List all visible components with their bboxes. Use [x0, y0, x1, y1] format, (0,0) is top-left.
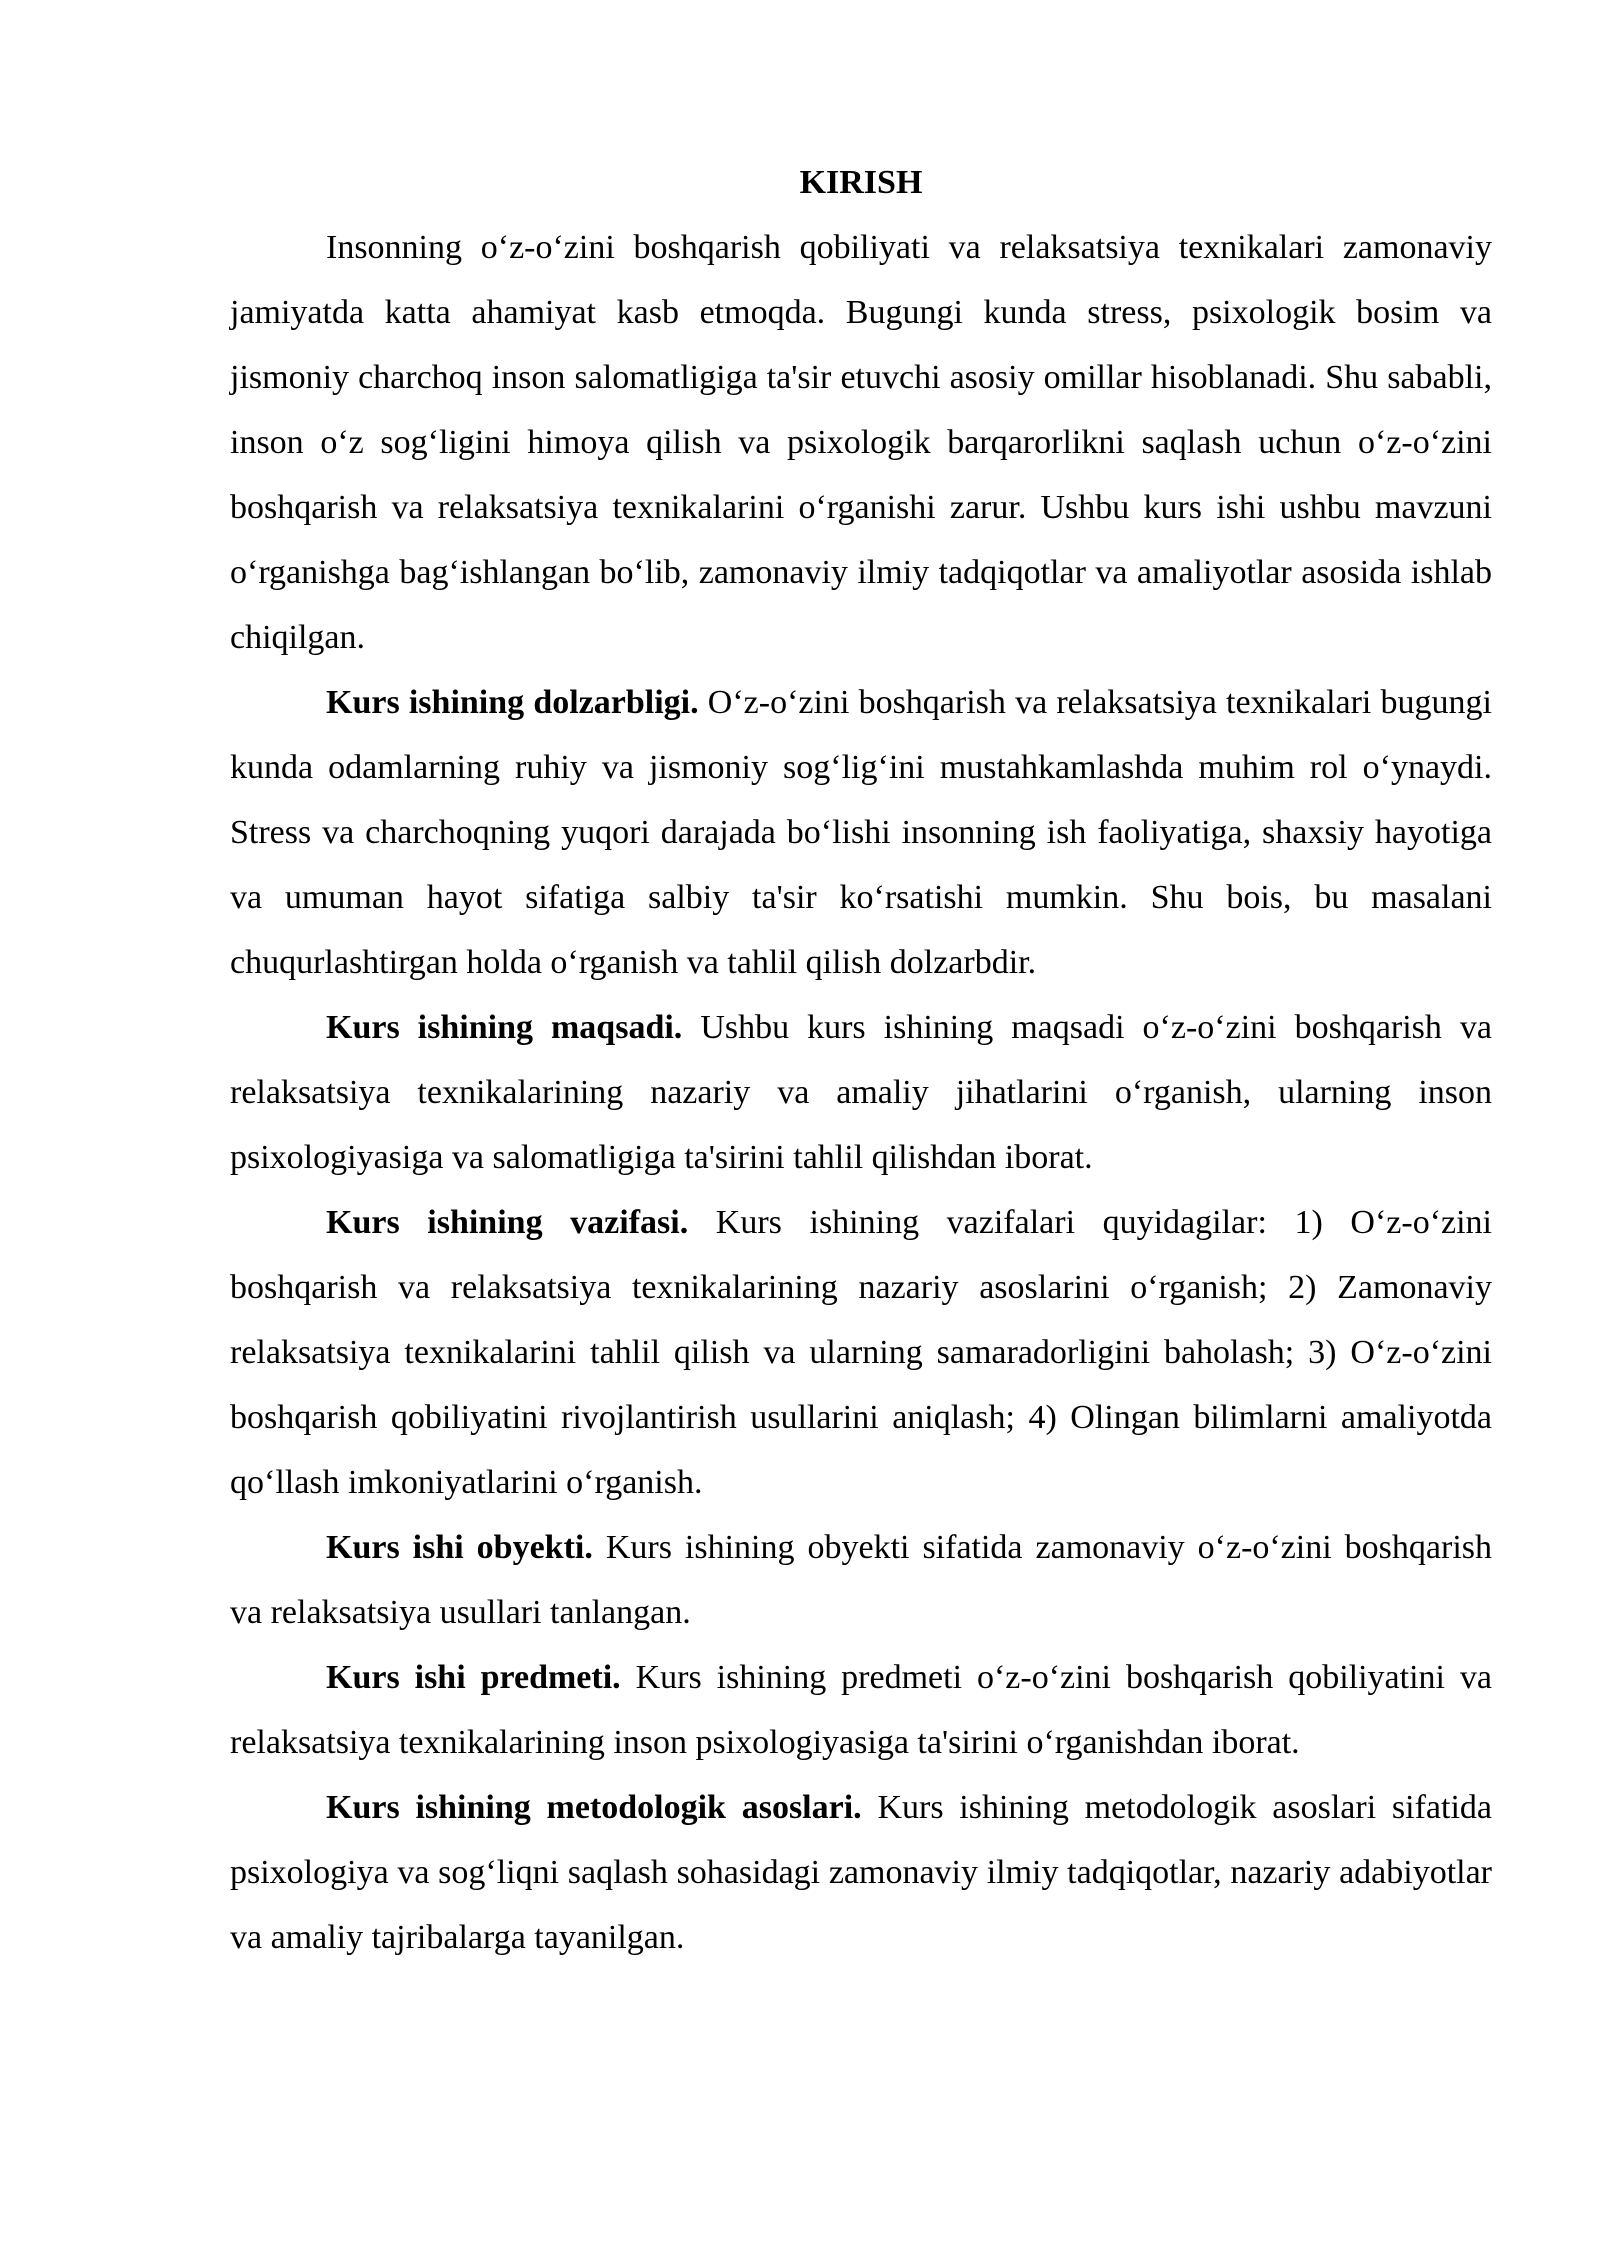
- paragraph-text: Kurs ishining vazifalari quyidagilar: 1) O‘z-o‘zini boshqarish va relaksatsiya texnikalarining nazariy asoslarini o‘rganish; 2) Zamonaviy relaksatsiya texnikalarini tahlil qilish va ularning samaradorligini baholash; 3) O‘z-o‘zini boshqarish qobiliyatini rivojlantirish usullarini aniqlash; 4) Olingan bilimlarni amaliyotda qo‘llash imkoniyatlarini o‘rganish.: [230, 1204, 1492, 1501]
- paragraph-goal: [230, 995, 1492, 1190]
- paragraph-methodology: [230, 1775, 1492, 1970]
- paragraph-text: Kurs ishining predmeti o‘z-o‘zini boshqarish qobiliyatini va relaksatsiya texnikalarining inson psixologiyasiga ta'sirini o‘rganishdan iborat.: [230, 1659, 1493, 1761]
- paragraph-subject: [230, 1645, 1492, 1775]
- paragraph-heading: Kurs ishi predmeti.: [326, 1659, 621, 1696]
- paragraph-text: O‘z-o‘zini boshqarish va relaksatsiya texnikalari bugungi kunda odamlarning ruhiy va jismoniy sog‘lig‘ini mustahkamlashda muhim rol o‘ynaydi. Stress va charchoqning yuqori darajada bo‘lishi insonning ish faoliyatiga, shaxsiy hayotiga va umuman hayot sifatiga salbiy ta'sir ko‘rsatishi mumkin. Shu bois, bu masalani chuqurlashtirgan holda o‘rganish va tahlil qilish dolzarbdir.: [230, 684, 1493, 981]
- paragraph-object: [230, 1515, 1492, 1645]
- paragraph-heading: Kurs ishining maqsadi.: [326, 1009, 683, 1046]
- page-title: KIRISH: [799, 164, 923, 201]
- paragraph-heading: Kurs ishining metodologik asoslari.: [326, 1789, 862, 1826]
- paragraph-relevance: [230, 670, 1492, 995]
- paragraph-text: Insonning o‘z-o‘zini boshqarish qobiliyati va relaksatsiya texnikalari zamonaviy jamiyatda katta ahamiyat kasb etmoqda. Bugungi kunda stress, psixologik bosim va jismoniy charchoq inson salomatligiga ta'sir etuvchi asosiy omillar hisoblanadi. Shu sababli, inson o‘z sog‘ligini himoya qilish va psixologik barqarorlikni saqlash uchun o‘z-o‘zini boshqarish va relaksatsiya texnikalarini o‘rganishi zarur. Ushbu kurs ishi ushbu mavzuni o‘rganishga bag‘ishlangan bo‘lib, zamonaviy ilmiy tadqiqotlar va amaliyotlar asosida ishlab chiqilgan.: [230, 229, 1492, 656]
- paragraph-text: Kurs ishining metodologik asoslari sifatida psixologiya va sog‘liqni saqlash sohasidagi zamonaviy ilmiy tadqiqotlar, nazariy adabiyotlar va amaliy tajribalarga tayanilgan.: [230, 1789, 1492, 1956]
- paragraph-heading: Kurs ishi obyekti.: [326, 1529, 593, 1566]
- document-body: [230, 150, 1492, 1970]
- paragraph-tasks: [230, 1190, 1492, 1515]
- paragraph-heading: Kurs ishining dolzarbligi.: [326, 684, 699, 721]
- paragraph-text: Ushbu kurs ishining maqsadi o‘z-o‘zini boshqarish va relaksatsiya texnikalarining nazariy va amaliy jihatlarini o‘rganish, ularning inson psixologiyasiga va salomatligiga ta'sirini tahlil qilishdan iborat.: [230, 1009, 1493, 1176]
- paragraph-heading: Kurs ishining vazifasi.: [326, 1204, 689, 1241]
- paragraph-text: Kurs ishining obyekti sifatida zamonaviy o‘z-o‘zini boshqarish va relaksatsiya usullari tanlangan.: [230, 1529, 1493, 1631]
- paragraph-intro: [230, 215, 1492, 670]
